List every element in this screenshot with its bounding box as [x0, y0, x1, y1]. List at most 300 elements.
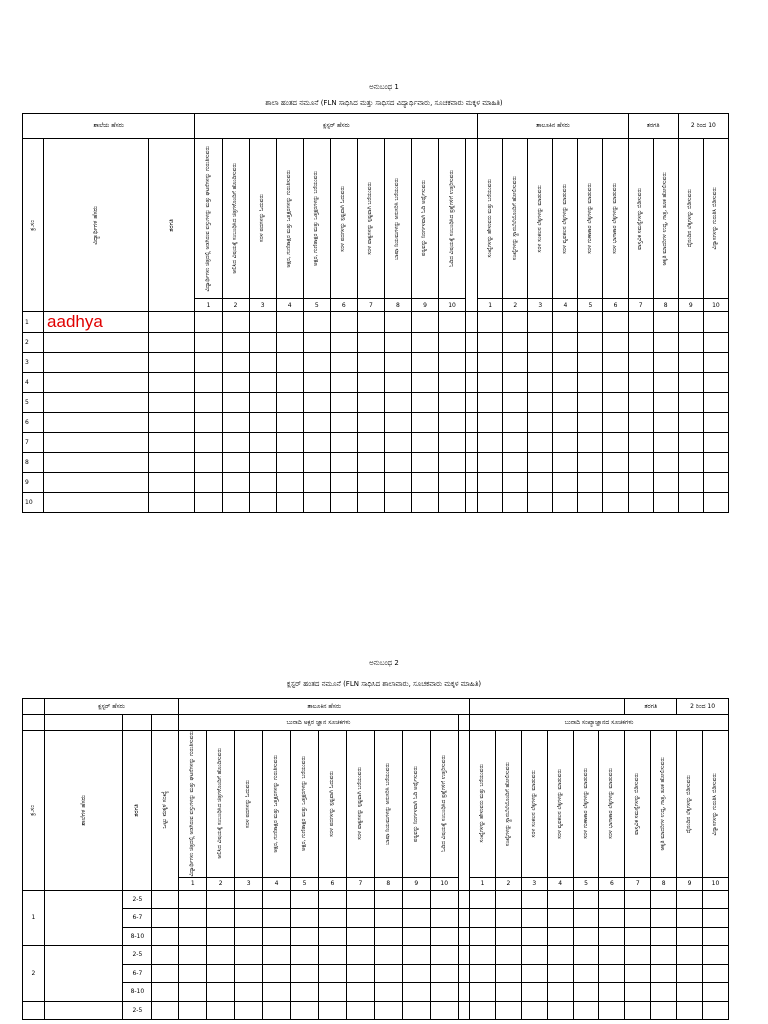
data-cell[interactable]: [528, 393, 553, 413]
data-cell[interactable]: [653, 333, 678, 353]
data-cell[interactable]: [303, 413, 330, 433]
data-cell[interactable]: [678, 433, 703, 453]
data-cell[interactable]: [263, 983, 291, 1002]
data-cell[interactable]: [149, 333, 195, 353]
data-cell[interactable]: [553, 413, 578, 433]
data-cell[interactable]: [466, 453, 478, 473]
data-cell[interactable]: [195, 493, 222, 513]
data-cell[interactable]: [263, 909, 291, 928]
data-cell[interactable]: [547, 890, 573, 909]
data-cell[interactable]: [149, 373, 195, 393]
data-cell[interactable]: [207, 909, 235, 928]
data-cell[interactable]: [318, 927, 346, 946]
data-cell[interactable]: [411, 393, 438, 413]
data-cell[interactable]: [578, 393, 603, 413]
data-cell[interactable]: [152, 890, 179, 909]
data-cell[interactable]: [573, 909, 599, 928]
data-cell[interactable]: [357, 413, 384, 433]
data-cell[interactable]: [195, 473, 222, 493]
data-cell[interactable]: [195, 433, 222, 453]
data-cell[interactable]: [503, 373, 528, 393]
data-cell[interactable]: [402, 909, 430, 928]
data-cell[interactable]: [330, 312, 357, 333]
data-cell[interactable]: [222, 393, 249, 413]
data-cell[interactable]: [651, 890, 677, 909]
data-cell[interactable]: [439, 473, 466, 493]
data-cell[interactable]: [470, 983, 496, 1002]
data-cell[interactable]: [411, 413, 438, 433]
data-cell[interactable]: [384, 493, 411, 513]
data-cell[interactable]: [503, 333, 528, 353]
student-name-cell[interactable]: [44, 353, 149, 373]
data-cell[interactable]: [249, 493, 276, 513]
data-cell[interactable]: [346, 964, 374, 983]
data-cell[interactable]: [703, 1001, 729, 1020]
student-name-cell[interactable]: aadhya: [44, 312, 149, 333]
data-cell[interactable]: [503, 433, 528, 453]
data-cell[interactable]: [303, 333, 330, 353]
data-cell[interactable]: [384, 353, 411, 373]
data-cell[interactable]: [625, 946, 651, 965]
data-cell[interactable]: [628, 473, 653, 493]
data-cell[interactable]: [149, 473, 195, 493]
data-cell[interactable]: [578, 453, 603, 473]
data-cell[interactable]: [152, 909, 179, 928]
student-name-cell[interactable]: [44, 333, 149, 353]
data-cell[interactable]: [276, 433, 303, 453]
data-cell[interactable]: [152, 964, 179, 983]
data-cell[interactable]: [235, 890, 263, 909]
data-cell[interactable]: [430, 927, 458, 946]
school-name-cell[interactable]: [44, 946, 123, 1002]
data-cell[interactable]: [653, 353, 678, 373]
data-cell[interactable]: [553, 393, 578, 413]
data-cell[interactable]: [384, 312, 411, 333]
data-cell[interactable]: [578, 353, 603, 373]
student-name-cell[interactable]: [44, 413, 149, 433]
data-cell[interactable]: [384, 473, 411, 493]
data-cell[interactable]: [330, 473, 357, 493]
data-cell[interactable]: [553, 312, 578, 333]
data-cell[interactable]: [470, 946, 496, 965]
data-cell[interactable]: [263, 946, 291, 965]
data-cell[interactable]: [470, 1001, 496, 1020]
data-cell[interactable]: [599, 946, 625, 965]
data-cell[interactable]: [628, 413, 653, 433]
data-cell[interactable]: [521, 927, 547, 946]
data-cell[interactable]: [249, 312, 276, 333]
data-cell[interactable]: [276, 493, 303, 513]
data-cell[interactable]: [330, 333, 357, 353]
data-cell[interactable]: [179, 890, 207, 909]
data-cell[interactable]: [625, 890, 651, 909]
data-cell[interactable]: [625, 1001, 651, 1020]
data-cell[interactable]: [478, 312, 503, 333]
data-cell[interactable]: [625, 927, 651, 946]
data-cell[interactable]: [439, 373, 466, 393]
data-cell[interactable]: [346, 983, 374, 1002]
data-cell[interactable]: [330, 373, 357, 393]
data-cell[interactable]: [521, 983, 547, 1002]
data-cell[interactable]: [495, 890, 521, 909]
data-cell[interactable]: [677, 983, 703, 1002]
data-cell[interactable]: [678, 413, 703, 433]
data-cell[interactable]: [291, 1001, 319, 1020]
data-cell[interactable]: [439, 433, 466, 453]
data-cell[interactable]: [547, 964, 573, 983]
data-cell[interactable]: [439, 393, 466, 413]
data-cell[interactable]: [503, 393, 528, 413]
data-cell[interactable]: [677, 946, 703, 965]
data-cell[interactable]: [346, 927, 374, 946]
data-cell[interactable]: [677, 964, 703, 983]
data-cell[interactable]: [528, 333, 553, 353]
data-cell[interactable]: [478, 393, 503, 413]
data-cell[interactable]: [318, 890, 346, 909]
data-cell[interactable]: [521, 1001, 547, 1020]
data-cell[interactable]: [374, 890, 402, 909]
data-cell[interactable]: [439, 353, 466, 373]
data-cell[interactable]: [628, 393, 653, 413]
data-cell[interactable]: [678, 393, 703, 413]
data-cell[interactable]: [677, 890, 703, 909]
data-cell[interactable]: [528, 493, 553, 513]
data-cell[interactable]: [249, 373, 276, 393]
data-cell[interactable]: [603, 373, 628, 393]
data-cell[interactable]: [291, 946, 319, 965]
data-cell[interactable]: [439, 453, 466, 473]
data-cell[interactable]: [599, 983, 625, 1002]
data-cell[interactable]: [677, 909, 703, 928]
data-cell[interactable]: [703, 333, 728, 353]
data-cell[interactable]: [678, 473, 703, 493]
data-cell[interactable]: [207, 927, 235, 946]
data-cell[interactable]: [677, 1001, 703, 1020]
data-cell[interactable]: [703, 453, 728, 473]
data-cell[interactable]: [653, 493, 678, 513]
data-cell[interactable]: [235, 983, 263, 1002]
data-cell[interactable]: [384, 433, 411, 453]
school-name-cell[interactable]: [44, 1001, 123, 1020]
data-cell[interactable]: [628, 312, 653, 333]
data-cell[interactable]: [263, 890, 291, 909]
data-cell[interactable]: [222, 493, 249, 513]
data-cell[interactable]: [149, 433, 195, 453]
data-cell[interactable]: [249, 413, 276, 433]
data-cell[interactable]: [599, 890, 625, 909]
data-cell[interactable]: [678, 333, 703, 353]
data-cell[interactable]: [599, 964, 625, 983]
data-cell[interactable]: [599, 1001, 625, 1020]
data-cell[interactable]: [578, 493, 603, 513]
data-cell[interactable]: [402, 964, 430, 983]
data-cell[interactable]: [402, 946, 430, 965]
data-cell[interactable]: [651, 983, 677, 1002]
data-cell[interactable]: [207, 890, 235, 909]
data-cell[interactable]: [318, 946, 346, 965]
data-cell[interactable]: [330, 453, 357, 473]
data-cell[interactable]: [374, 946, 402, 965]
data-cell[interactable]: [578, 333, 603, 353]
data-cell[interactable]: [357, 473, 384, 493]
data-cell[interactable]: [625, 964, 651, 983]
student-name-cell[interactable]: [44, 473, 149, 493]
data-cell[interactable]: [276, 312, 303, 333]
data-cell[interactable]: [578, 373, 603, 393]
data-cell[interactable]: [179, 964, 207, 983]
data-cell[interactable]: [553, 453, 578, 473]
data-cell[interactable]: [703, 312, 728, 333]
data-cell[interactable]: [439, 413, 466, 433]
data-cell[interactable]: [346, 909, 374, 928]
data-cell[interactable]: [466, 493, 478, 513]
data-cell[interactable]: [384, 453, 411, 473]
data-cell[interactable]: [249, 393, 276, 413]
data-cell[interactable]: [628, 453, 653, 473]
data-cell[interactable]: [291, 983, 319, 1002]
data-cell[interactable]: [149, 493, 195, 513]
data-cell[interactable]: [207, 964, 235, 983]
data-cell[interactable]: [628, 353, 653, 373]
data-cell[interactable]: [303, 433, 330, 453]
student-name-cell[interactable]: [44, 433, 149, 453]
data-cell[interactable]: [603, 312, 628, 333]
data-cell[interactable]: [430, 909, 458, 928]
data-cell[interactable]: [458, 964, 469, 983]
data-cell[interactable]: [374, 1001, 402, 1020]
data-cell[interactable]: [291, 927, 319, 946]
data-cell[interactable]: [235, 1001, 263, 1020]
data-cell[interactable]: [603, 473, 628, 493]
data-cell[interactable]: [291, 890, 319, 909]
data-cell[interactable]: [703, 353, 728, 373]
data-cell[interactable]: [603, 453, 628, 473]
data-cell[interactable]: [466, 373, 478, 393]
data-cell[interactable]: [466, 312, 478, 333]
data-cell[interactable]: [547, 946, 573, 965]
data-cell[interactable]: [384, 393, 411, 413]
data-cell[interactable]: [330, 353, 357, 373]
data-cell[interactable]: [276, 333, 303, 353]
data-cell[interactable]: [303, 312, 330, 333]
data-cell[interactable]: [149, 393, 195, 413]
data-cell[interactable]: [207, 946, 235, 965]
data-cell[interactable]: [478, 493, 503, 513]
data-cell[interactable]: [330, 493, 357, 513]
data-cell[interactable]: [653, 373, 678, 393]
data-cell[interactable]: [651, 909, 677, 928]
data-cell[interactable]: [318, 983, 346, 1002]
data-cell[interactable]: [503, 312, 528, 333]
data-cell[interactable]: [222, 312, 249, 333]
data-cell[interactable]: [677, 927, 703, 946]
data-cell[interactable]: [235, 964, 263, 983]
data-cell[interactable]: [547, 1001, 573, 1020]
data-cell[interactable]: [466, 353, 478, 373]
data-cell[interactable]: [528, 413, 553, 433]
data-cell[interactable]: [303, 473, 330, 493]
data-cell[interactable]: [303, 493, 330, 513]
data-cell[interactable]: [628, 433, 653, 453]
data-cell[interactable]: [495, 964, 521, 983]
data-cell[interactable]: [152, 983, 179, 1002]
data-cell[interactable]: [430, 890, 458, 909]
data-cell[interactable]: [276, 353, 303, 373]
data-cell[interactable]: [703, 493, 728, 513]
data-cell[interactable]: [291, 909, 319, 928]
data-cell[interactable]: [222, 373, 249, 393]
data-cell[interactable]: [528, 453, 553, 473]
data-cell[interactable]: [207, 983, 235, 1002]
data-cell[interactable]: [547, 909, 573, 928]
data-cell[interactable]: [553, 333, 578, 353]
data-cell[interactable]: [346, 890, 374, 909]
data-cell[interactable]: [276, 413, 303, 433]
data-cell[interactable]: [599, 927, 625, 946]
data-cell[interactable]: [357, 353, 384, 373]
data-cell[interactable]: [528, 312, 553, 333]
data-cell[interactable]: [553, 473, 578, 493]
school-name-cell[interactable]: [44, 890, 123, 946]
data-cell[interactable]: [235, 909, 263, 928]
data-cell[interactable]: [195, 393, 222, 413]
data-cell[interactable]: [179, 1001, 207, 1020]
student-name-cell[interactable]: [44, 493, 149, 513]
data-cell[interactable]: [152, 946, 179, 965]
data-cell[interactable]: [603, 353, 628, 373]
data-cell[interactable]: [466, 413, 478, 433]
data-cell[interactable]: [458, 946, 469, 965]
data-cell[interactable]: [411, 453, 438, 473]
data-cell[interactable]: [149, 453, 195, 473]
data-cell[interactable]: [547, 927, 573, 946]
data-cell[interactable]: [470, 927, 496, 946]
data-cell[interactable]: [439, 493, 466, 513]
student-name-cell[interactable]: [44, 373, 149, 393]
data-cell[interactable]: [603, 333, 628, 353]
data-cell[interactable]: [553, 373, 578, 393]
data-cell[interactable]: [411, 433, 438, 453]
data-cell[interactable]: [653, 413, 678, 433]
data-cell[interactable]: [503, 453, 528, 473]
data-cell[interactable]: [276, 373, 303, 393]
data-cell[interactable]: [470, 964, 496, 983]
data-cell[interactable]: [374, 909, 402, 928]
data-cell[interactable]: [249, 473, 276, 493]
data-cell[interactable]: [149, 353, 195, 373]
student-name-cell[interactable]: [44, 393, 149, 413]
data-cell[interactable]: [625, 909, 651, 928]
data-cell[interactable]: [495, 946, 521, 965]
data-cell[interactable]: [357, 373, 384, 393]
data-cell[interactable]: [357, 453, 384, 473]
data-cell[interactable]: [573, 946, 599, 965]
data-cell[interactable]: [478, 353, 503, 373]
data-cell[interactable]: [330, 413, 357, 433]
data-cell[interactable]: [478, 333, 503, 353]
data-cell[interactable]: [222, 453, 249, 473]
data-cell[interactable]: [374, 983, 402, 1002]
data-cell[interactable]: [195, 453, 222, 473]
data-cell[interactable]: [439, 333, 466, 353]
data-cell[interactable]: [470, 909, 496, 928]
data-cell[interactable]: [249, 453, 276, 473]
data-cell[interactable]: [303, 393, 330, 413]
data-cell[interactable]: [678, 353, 703, 373]
data-cell[interactable]: [573, 927, 599, 946]
data-cell[interactable]: [430, 983, 458, 1002]
data-cell[interactable]: [495, 1001, 521, 1020]
data-cell[interactable]: [651, 964, 677, 983]
data-cell[interactable]: [578, 433, 603, 453]
data-cell[interactable]: [179, 946, 207, 965]
data-cell[interactable]: [553, 433, 578, 453]
data-cell[interactable]: [703, 946, 729, 965]
data-cell[interactable]: [678, 373, 703, 393]
data-cell[interactable]: [578, 473, 603, 493]
data-cell[interactable]: [495, 909, 521, 928]
data-cell[interactable]: [222, 433, 249, 453]
data-cell[interactable]: [402, 927, 430, 946]
data-cell[interactable]: [249, 433, 276, 453]
data-cell[interactable]: [703, 964, 729, 983]
data-cell[interactable]: [703, 373, 728, 393]
data-cell[interactable]: [603, 413, 628, 433]
data-cell[interactable]: [346, 1001, 374, 1020]
data-cell[interactable]: [318, 909, 346, 928]
data-cell[interactable]: [521, 946, 547, 965]
data-cell[interactable]: [495, 983, 521, 1002]
data-cell[interactable]: [573, 890, 599, 909]
data-cell[interactable]: [678, 312, 703, 333]
data-cell[interactable]: [263, 964, 291, 983]
data-cell[interactable]: [603, 493, 628, 513]
data-cell[interactable]: [521, 890, 547, 909]
data-cell[interactable]: [703, 890, 729, 909]
data-cell[interactable]: [653, 312, 678, 333]
data-cell[interactable]: [384, 373, 411, 393]
data-cell[interactable]: [179, 983, 207, 1002]
data-cell[interactable]: [651, 1001, 677, 1020]
data-cell[interactable]: [411, 333, 438, 353]
data-cell[interactable]: [222, 413, 249, 433]
data-cell[interactable]: [195, 353, 222, 373]
data-cell[interactable]: [357, 393, 384, 413]
data-cell[interactable]: [318, 964, 346, 983]
data-cell[interactable]: [478, 373, 503, 393]
data-cell[interactable]: [402, 890, 430, 909]
data-cell[interactable]: [411, 373, 438, 393]
data-cell[interactable]: [573, 1001, 599, 1020]
data-cell[interactable]: [625, 983, 651, 1002]
data-cell[interactable]: [402, 983, 430, 1002]
data-cell[interactable]: [573, 983, 599, 1002]
data-cell[interactable]: [249, 333, 276, 353]
data-cell[interactable]: [628, 373, 653, 393]
data-cell[interactable]: [276, 453, 303, 473]
data-cell[interactable]: [603, 393, 628, 413]
data-cell[interactable]: [528, 353, 553, 373]
data-cell[interactable]: [466, 393, 478, 413]
data-cell[interactable]: [303, 373, 330, 393]
data-cell[interactable]: [521, 909, 547, 928]
data-cell[interactable]: [503, 473, 528, 493]
data-cell[interactable]: [478, 433, 503, 453]
data-cell[interactable]: [528, 433, 553, 453]
data-cell[interactable]: [149, 413, 195, 433]
data-cell[interactable]: [458, 983, 469, 1002]
data-cell[interactable]: [703, 983, 729, 1002]
